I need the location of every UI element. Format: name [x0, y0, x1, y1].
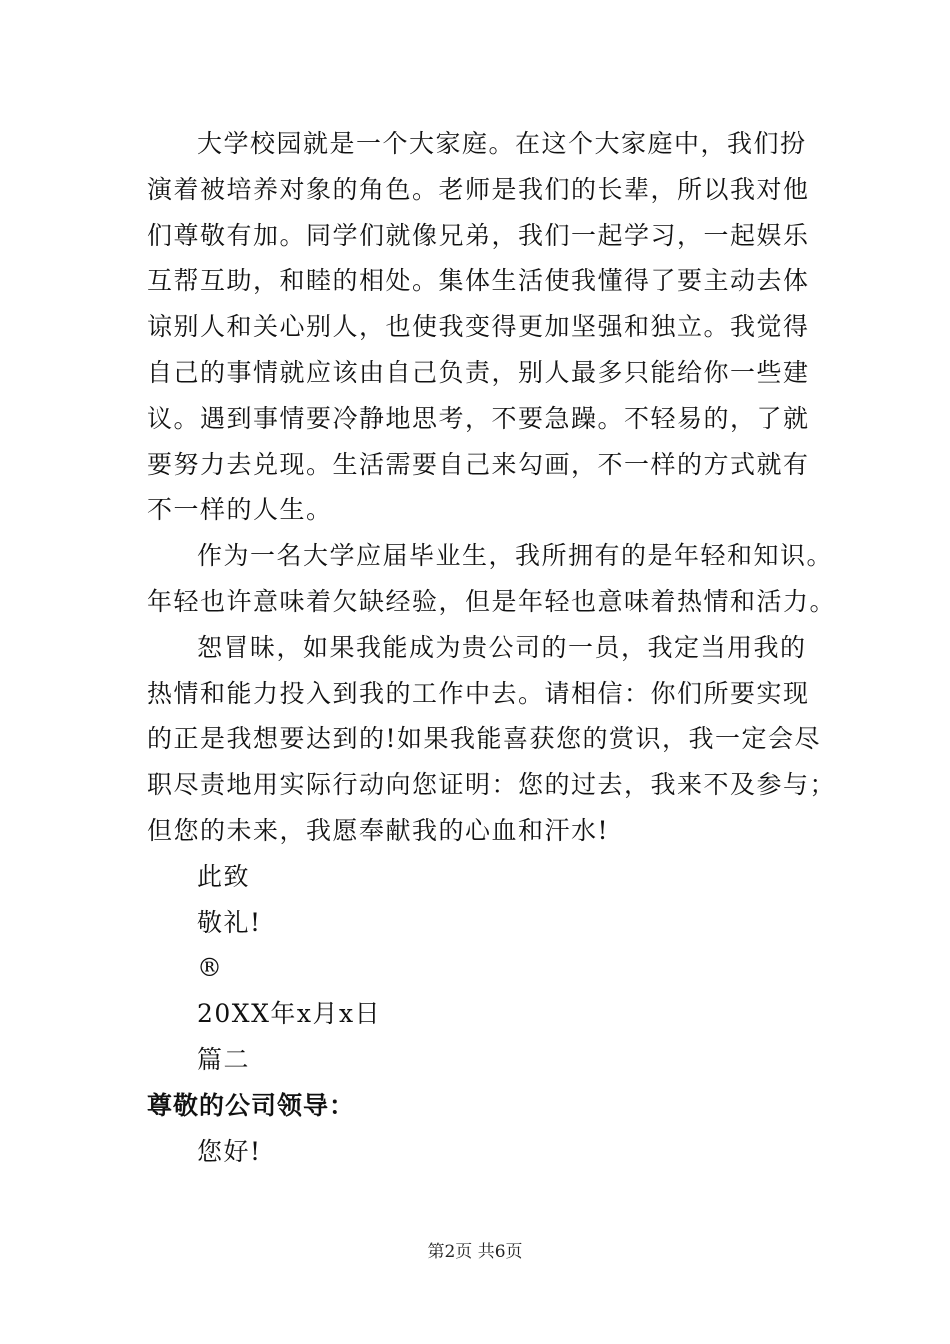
paragraph-line: 但您的未来，我愿奉献我的心血和汗水!: [147, 815, 610, 845]
closing-line: 敬礼!: [197, 907, 262, 937]
document-body: [147, 121, 847, 1174]
paragraph-line: 互帮互助，和睦的相处。集体生活使我懂得了要主动去体: [147, 266, 810, 296]
paragraph-line: 大学校园就是一个大家庭。在这个大家庭中，我们扮: [197, 129, 807, 158]
section-label: 篇二: [197, 1044, 251, 1074]
salutation: 尊敬的公司领导：: [147, 1090, 356, 1120]
page-footer: 第2页 共6页: [427, 1242, 523, 1262]
paragraph-line: 自己的事情就应该由自己负责，别人最多只能给你一些建: [147, 357, 810, 387]
paragraph-line: 演着被培养对象的角色。老师是我们的长辈，所以我对他: [147, 174, 810, 204]
paragraph-line: 们尊敬有加。同学们就像兄弟，我们一起学习，一起娱乐: [147, 220, 810, 250]
paragraph-line: 的正是我想要达到的!如果我能喜获您的赏识，我一定会尽: [147, 724, 822, 754]
paragraph-line: 要努力去兑现。生活需要自己来勾画，不一样的方式就有: [147, 449, 810, 479]
paragraph-line: 作为一名大学应届毕业生，我所拥有的是年轻和知识。: [197, 541, 834, 571]
paragraph-line: 议。遇到事情要冷静地思考，不要急躁。不轻易的，了就: [147, 403, 810, 433]
signature-mark: ®: [197, 953, 224, 983]
paragraph-line: 年轻也许意味着欠缺经验，但是年轻也意味着热情和活力。: [147, 586, 837, 616]
paragraph-line: 职尽责地用实际行动向您证明：您的过去，我来不及参与；: [147, 770, 837, 800]
closing-line: 此致: [197, 861, 251, 891]
paragraph-line: 不一样的人生。: [147, 495, 333, 525]
paragraph-line: 热情和能力投入到我的工作中去。请相信：你们所要实现: [147, 678, 810, 708]
paragraph-line: 谅别人和关心别人，也使我变得更加坚强和独立。我觉得: [147, 312, 810, 342]
paragraph-line: 恕冒昧，如果我能成为贵公司的一员，我定当用我的: [197, 632, 807, 662]
greeting: 您好!: [197, 1136, 262, 1166]
date-line: 20XX年x月x日: [197, 999, 382, 1029]
